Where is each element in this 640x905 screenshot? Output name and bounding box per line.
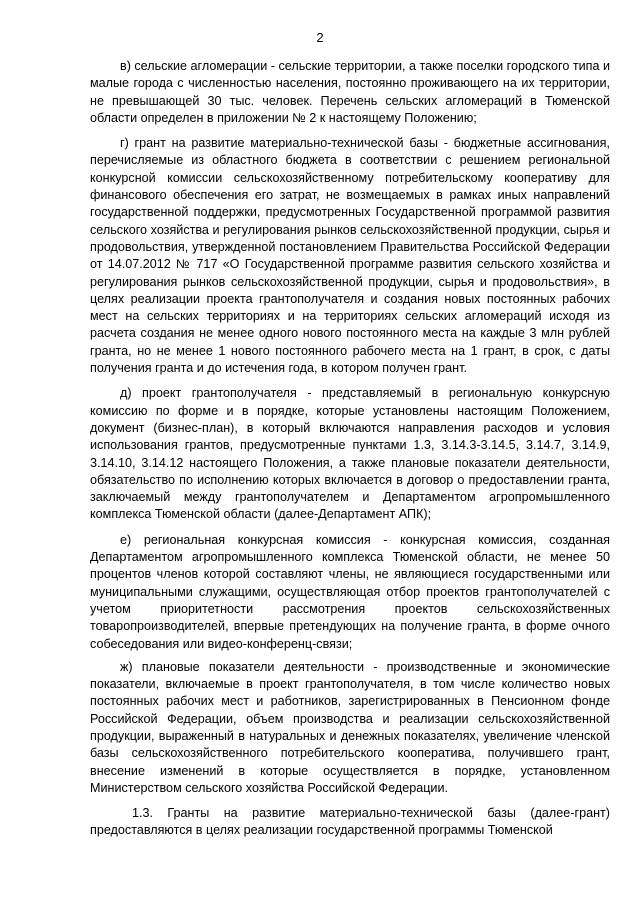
document-body [90,58,610,840]
paragraph-e-regional-commission: е) региональная конкурсная комиссия - конкурсная комиссия, созданная Департаментом агропромышленного комплекса Тюменской области, не менее 50 процентов членов которой составляют члены, не являющиеся государственными или муниципальными служащими, осуществляющая отбор проектов грантополучателей с учетом приоритетности рассмотрения проектов сельскохозяйственных товаропроизводителей, впервые претендующих на получение гранта, в форме очного собеседования или видео-конференц-связи; [90,532,610,651]
paragraph-d-grantee-project: д) проект грантополучателя - представляемый в региональную конкурсную комиссию по форме и в порядке, которые установлены настоящим Положением, документ (бизнес-план), в который включаются направления расходов и условия использования грантов, предусмотренные пунктами 1.3, 3.14.3-3.14.5, 3.14.7, 3.14.9, 3.14.10, 3.14.12 настоящего Положения, а также плановые показатели деятельности, обязательство по исполнению которых включается в договор о предоставлении гранта, заключаемый между грантополучателем и Департаментом агропромышленного комплекса Тюменской области (далее-Департамент АПК); [90,386,610,522]
paragraph-1-3-grants: 1.3. Гранты на развитие материально-технической базы (далее-грант) предоставляются в целях реализации государственной программы Тюменской [90,806,610,838]
paragraph-zh-planned-indicators: ж) плановые показатели деятельности - производственные и экономические показатели, включаемые в проект грантополучателя, в том числе количество новых постоянных рабочих мест и работников, зарегистрированных в Пенсионном фонде Российской Федерации, объем производства и реализации сельскохозяйственной продукции, выраженный в натуральных и денежных показателях, увеличение членской базы сельскохозяйственного потребительского кооператива, получившего грант, внесение изменений в которые осуществляется в порядке, установленном Министерством сельского хозяйства Российской Федерации. [90,659,610,795]
page-number: 2 [316,30,324,45]
paragraph-g-grant-definition: г) грант на развитие материально-технической базы - бюджетные ассигнования, перечисляемые из областного бюджета в соответствии с решением региональной конкурсной комиссии сельскохозяйственному потребительскому кооперативу для финансового обеспечения его затрат, не возмещаемых в рамках иных направлений государственной поддержки, предусмотренных Государственной программой развития сельского хозяйства и регулирования рынков сельскохозяйственной продукции, сырья и продовольствия, утвержденной постановлением Правительства Российской Федерации от 14.07.2012 № 717 «О Государственной программе развития сельского хозяйства и регулирования рынков сельскохозяйственной продукции, сырья и продовольствия», в целях реализации проекта грантополучателя и создания новых постоянных рабочих мест на сельских территориях и на территориях сельских агломераций исходя из расчета создания не менее одного нового постоянного места на каждые 3 млн рублей гранта, но не менее 1 нового постоянного рабочего места на 1 грант, в срок, с даты получения гранта и до истечения года, в котором получен грант. [90,136,610,376]
paragraph-v-rural-agglomerations: в) сельские агломерации - сельские территории, а также поселки городского типа и малые города с численностью населения, постоянно проживающего на их территории, не превышающей 30 тыс. человек. Перечень сельских агломераций в Тюменской области определен в приложении № 2 к настоящему Положению; [90,59,610,125]
